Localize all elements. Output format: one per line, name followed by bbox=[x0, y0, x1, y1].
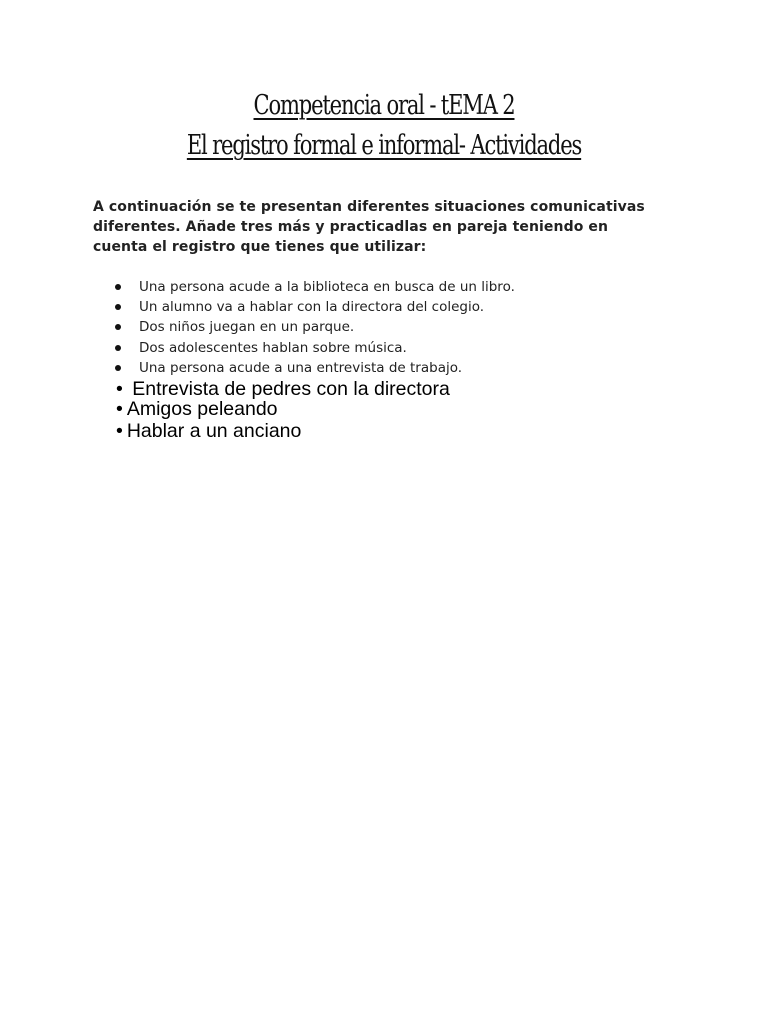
title-line-1: Competencia oral - tEMA 2 bbox=[253, 90, 515, 121]
added-situation-text: Amigos peleando bbox=[126, 398, 278, 420]
list-item-text: Una persona acude a una entrevista de trabajo. bbox=[139, 359, 463, 376]
document-title bbox=[0, 86, 768, 166]
intro-line-3: cuenta el registro que tienes que utilizar: bbox=[93, 239, 427, 255]
list-item bbox=[113, 277, 515, 297]
list-item-text: Dos niños juegan en un parque. bbox=[139, 319, 355, 336]
list-item bbox=[113, 297, 515, 317]
intro-line-2: diferentes. Añade tres más y practicadlas en pareja teniendo en bbox=[93, 219, 609, 235]
added-situation-text: Entrevista de pedres con la directora bbox=[132, 378, 450, 400]
added-situation-3 bbox=[116, 420, 301, 442]
bullet-icon: • bbox=[116, 378, 123, 400]
bullet-icon: • bbox=[116, 420, 123, 442]
bullet-icon: • bbox=[116, 398, 123, 420]
bullet-icon bbox=[115, 324, 121, 330]
list-item-text: Dos adolescentes hablan sobre música. bbox=[139, 339, 407, 356]
list-item-text: Una persona acude a la biblioteca en busca de un libro. bbox=[139, 279, 515, 295]
intro-paragraph bbox=[93, 197, 673, 257]
title-line-2: El registro formal e informal- Actividades bbox=[186, 130, 582, 161]
situations-list bbox=[113, 277, 515, 378]
added-situation-1 bbox=[116, 378, 450, 400]
list-item bbox=[113, 358, 515, 378]
list-item bbox=[113, 338, 515, 358]
bullet-icon bbox=[115, 284, 121, 290]
list-item-text: Un alumno va a hablar con la directora del colegio. bbox=[139, 299, 485, 316]
bullet-icon bbox=[115, 365, 121, 371]
list-item bbox=[113, 317, 515, 337]
bullet-icon bbox=[115, 345, 121, 351]
added-situation-text: Hablar a un anciano bbox=[126, 420, 302, 442]
bullet-icon bbox=[115, 304, 121, 310]
added-situation-2 bbox=[116, 398, 278, 420]
intro-line-1: A continuación se te presentan diferentes situaciones comunicativas bbox=[93, 199, 645, 215]
